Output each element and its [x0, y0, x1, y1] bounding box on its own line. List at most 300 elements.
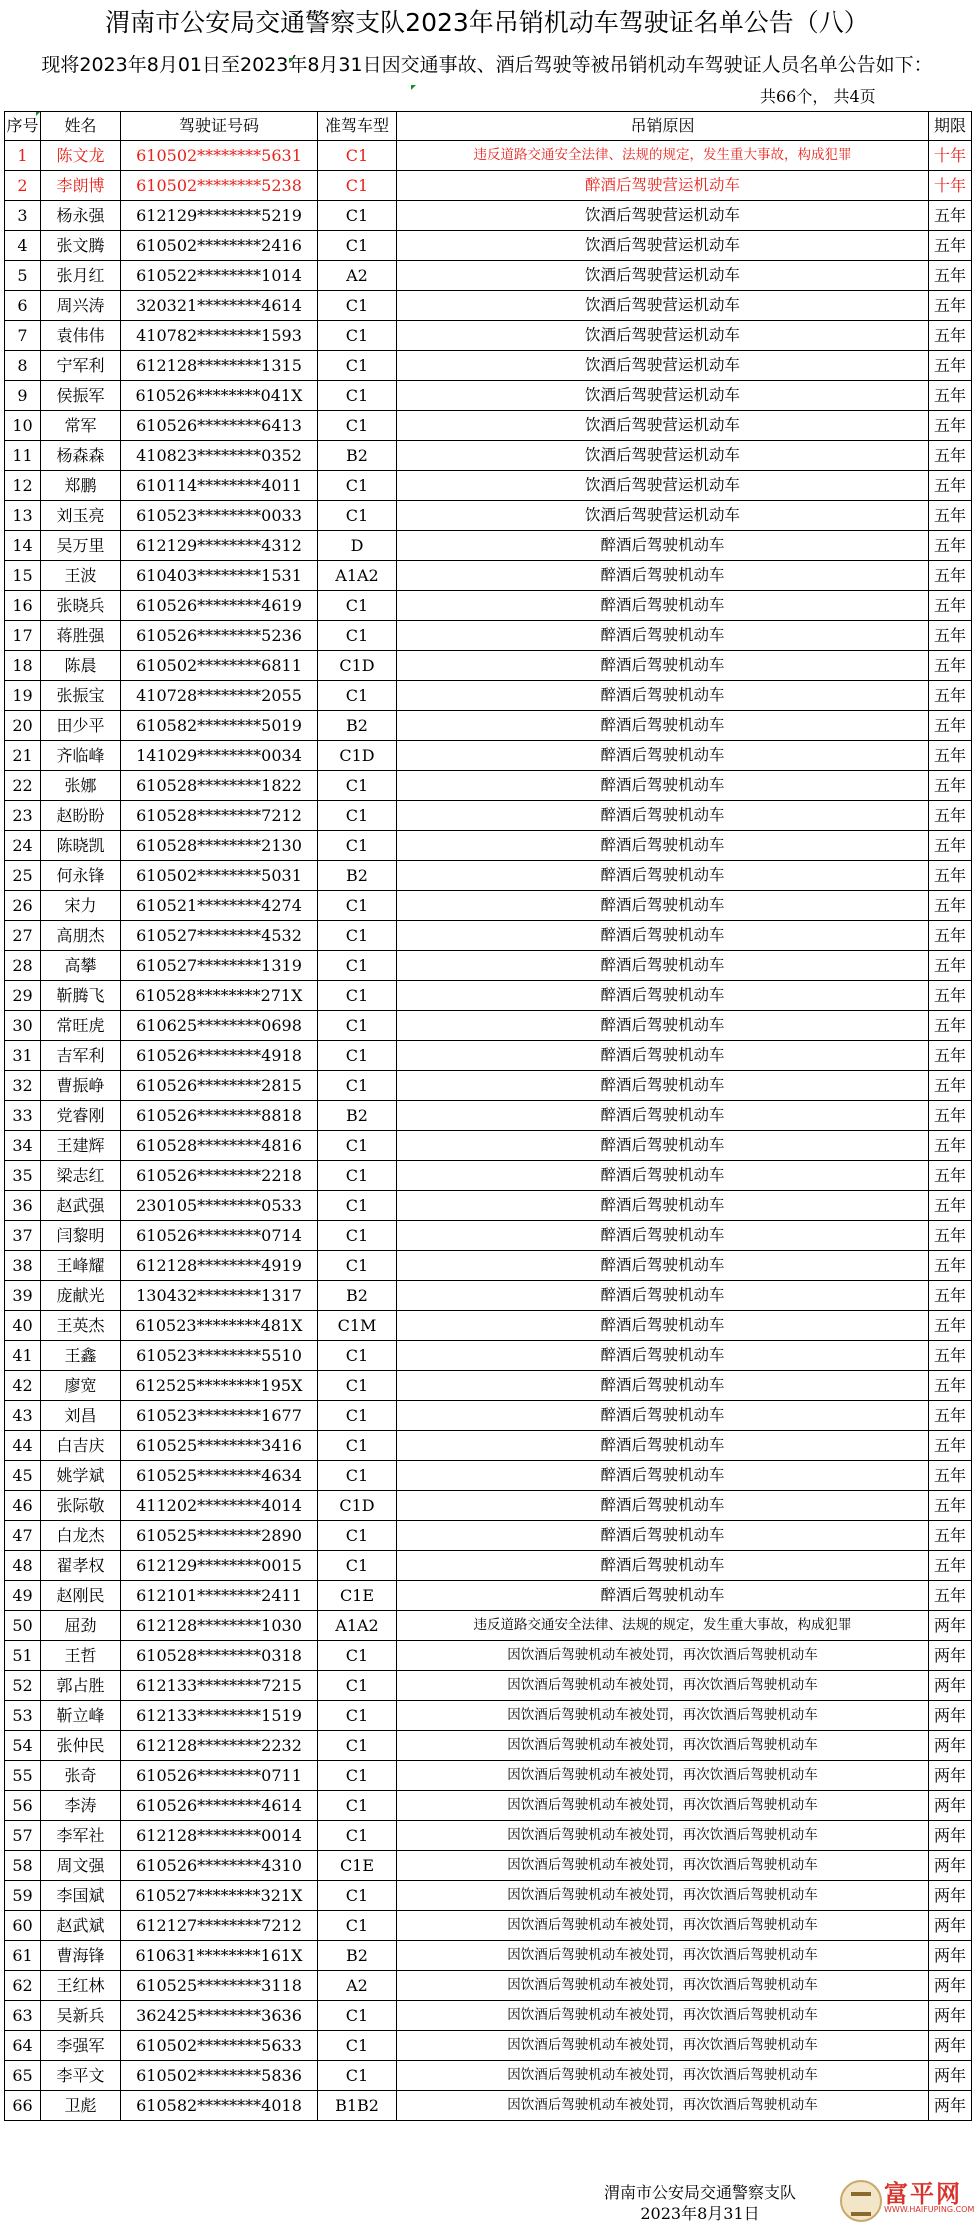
row-class: C1 — [318, 171, 397, 201]
table-row — [5, 1101, 972, 1131]
intro-text: 现将2023年8月01日至2023年8月31日因交通事故、酒后驾驶等被吊销机动车驾驶证人员名单公告如下： — [41, 54, 933, 76]
row-term: 两年 — [929, 2031, 972, 2061]
row-seq: 45 — [5, 1461, 41, 1491]
row-term: 五年 — [929, 1071, 972, 1101]
row-class: C1 — [318, 591, 397, 621]
row-reason: 醉酒后驾驶机动车 — [397, 1131, 929, 1161]
row-seq: 43 — [5, 1401, 41, 1431]
row-seq: 58 — [5, 1851, 41, 1881]
row-seq: 37 — [5, 1221, 41, 1251]
row-class: C1 — [318, 321, 397, 351]
row-license: 610527********1319 — [121, 951, 318, 981]
row-name: 靳腾飞 — [41, 981, 121, 1011]
row-class: C1 — [318, 1461, 397, 1491]
table-row — [5, 1761, 972, 1791]
table-row — [5, 411, 972, 441]
table-row — [5, 1311, 972, 1341]
row-term: 五年 — [929, 1131, 972, 1161]
revocation-table — [4, 111, 972, 2121]
row-name: 李军社 — [41, 1821, 121, 1851]
row-license: 612129********0015 — [121, 1551, 318, 1581]
row-term: 五年 — [929, 441, 972, 471]
row-class: A2 — [318, 261, 397, 291]
row-seq: 32 — [5, 1071, 41, 1101]
row-name: 李国斌 — [41, 1881, 121, 1911]
row-class: C1 — [318, 501, 397, 531]
row-seq: 1 — [5, 141, 41, 171]
row-name: 吴万里 — [41, 531, 121, 561]
row-class: C1E — [318, 1581, 397, 1611]
row-license: 612128********4919 — [121, 1251, 318, 1281]
row-class: D — [318, 531, 397, 561]
row-class: C1 — [318, 201, 397, 231]
table-row — [5, 951, 972, 981]
row-license: 610526********4918 — [121, 1041, 318, 1071]
row-reason: 饮酒后驾驶营运机动车 — [397, 321, 929, 351]
row-class: C1 — [318, 1161, 397, 1191]
row-class: B2 — [318, 1281, 397, 1311]
row-seq: 49 — [5, 1581, 41, 1611]
row-term: 两年 — [929, 1641, 972, 1671]
row-class: B2 — [318, 441, 397, 471]
row-class: C1 — [318, 2001, 397, 2031]
row-name: 赵盼盼 — [41, 801, 121, 831]
row-seq: 38 — [5, 1251, 41, 1281]
row-name: 陈文龙 — [41, 141, 121, 171]
row-name: 张文腾 — [41, 231, 121, 261]
row-license: 610527********321X — [121, 1881, 318, 1911]
row-class: C1 — [318, 2031, 397, 2061]
watermark-url: WWW.HAIFUPING.COM — [884, 2205, 974, 2214]
row-term: 十年 — [929, 141, 972, 171]
table-row — [5, 741, 972, 771]
row-seq: 21 — [5, 741, 41, 771]
row-seq: 31 — [5, 1041, 41, 1071]
row-reason: 醉酒后驾驶机动车 — [397, 591, 929, 621]
row-seq: 65 — [5, 2061, 41, 2091]
table-row — [5, 711, 972, 741]
row-reason: 饮酒后驾驶营运机动车 — [397, 441, 929, 471]
row-class: C1 — [318, 1671, 397, 1701]
row-license: 610582********4018 — [121, 2091, 318, 2121]
row-license: 610502********5238 — [121, 171, 318, 201]
row-name: 陈晓凯 — [41, 831, 121, 861]
row-name: 王建辉 — [41, 1131, 121, 1161]
table-row — [5, 1281, 972, 1311]
table-row — [5, 561, 972, 591]
row-term: 五年 — [929, 1581, 972, 1611]
row-class: C1 — [318, 351, 397, 381]
table-row — [5, 1941, 972, 1971]
row-class: C1D — [318, 651, 397, 681]
row-reason: 醉酒后驾驶机动车 — [397, 891, 929, 921]
table-row — [5, 291, 972, 321]
row-class: C1 — [318, 891, 397, 921]
row-license: 610502********5031 — [121, 861, 318, 891]
row-reason: 醉酒后驾驶机动车 — [397, 1461, 929, 1491]
row-name: 袁伟伟 — [41, 321, 121, 351]
table-row — [5, 981, 972, 1011]
row-class: B2 — [318, 1101, 397, 1131]
row-class: C1 — [318, 1401, 397, 1431]
row-term: 五年 — [929, 231, 972, 261]
table-row — [5, 501, 972, 531]
row-seq: 4 — [5, 231, 41, 261]
row-reason: 醉酒后驾驶机动车 — [397, 981, 929, 1011]
row-seq: 63 — [5, 2001, 41, 2031]
table-row — [5, 351, 972, 381]
table-row — [5, 1701, 972, 1731]
row-license: 612128********1315 — [121, 351, 318, 381]
row-seq: 48 — [5, 1551, 41, 1581]
row-class: C1 — [318, 1761, 397, 1791]
row-name: 郑鹏 — [41, 471, 121, 501]
row-name: 张晓兵 — [41, 591, 121, 621]
row-license: 610114********4011 — [121, 471, 318, 501]
row-term: 十年 — [929, 171, 972, 201]
row-reason: 醉酒后驾驶机动车 — [397, 1431, 929, 1461]
table-row — [5, 2031, 972, 2061]
table-row — [5, 1371, 972, 1401]
row-reason: 因饮酒后驾驶机动车被处罚，再次饮酒后驾驶机动车 — [397, 1731, 929, 1761]
row-name: 翟孝权 — [41, 1551, 121, 1581]
row-name: 周文强 — [41, 1851, 121, 1881]
row-reason: 醉酒后驾驶机动车 — [397, 1251, 929, 1281]
row-reason: 醉酒后驾驶机动车 — [397, 1011, 929, 1041]
row-reason: 醉酒后驾驶营运机动车 — [397, 171, 929, 201]
table-row — [5, 1611, 972, 1641]
row-term: 五年 — [929, 711, 972, 741]
row-class: C1 — [318, 1131, 397, 1161]
row-seq: 24 — [5, 831, 41, 861]
row-license: 610502********5631 — [121, 141, 318, 171]
row-class: A1A2 — [318, 561, 397, 591]
row-term: 两年 — [929, 1791, 972, 1821]
row-license: 320321********4614 — [121, 291, 318, 321]
table-row — [5, 591, 972, 621]
table-row — [5, 1851, 972, 1881]
row-license: 410728********2055 — [121, 681, 318, 711]
row-seq: 13 — [5, 501, 41, 531]
table-row — [5, 1641, 972, 1671]
row-name: 党睿刚 — [41, 1101, 121, 1131]
row-reason: 因饮酒后驾驶机动车被处罚，再次饮酒后驾驶机动车 — [397, 2031, 929, 2061]
row-license: 610528********271X — [121, 981, 318, 1011]
table-row — [5, 1521, 972, 1551]
table-row — [5, 621, 972, 651]
row-reason: 醉酒后驾驶机动车 — [397, 1101, 929, 1131]
row-license: 610527********4532 — [121, 921, 318, 951]
table-row — [5, 891, 972, 921]
row-license: 610528********2130 — [121, 831, 318, 861]
row-license: 610403********1531 — [121, 561, 318, 591]
table-row — [5, 1011, 972, 1041]
row-reason: 醉酒后驾驶机动车 — [397, 1491, 929, 1521]
row-term: 五年 — [929, 741, 972, 771]
table-row — [5, 1821, 972, 1851]
row-seq: 30 — [5, 1011, 41, 1041]
row-class: C1E — [318, 1851, 397, 1881]
row-license: 610528********0318 — [121, 1641, 318, 1671]
header-term: 期限 — [929, 112, 972, 141]
row-license: 610502********5836 — [121, 2061, 318, 2091]
row-reason: 因饮酒后驾驶机动车被处罚，再次饮酒后驾驶机动车 — [397, 2001, 929, 2031]
row-name: 陈晨 — [41, 651, 121, 681]
row-term: 五年 — [929, 1551, 972, 1581]
row-term: 五年 — [929, 651, 972, 681]
row-license: 610528********1822 — [121, 771, 318, 801]
row-reason: 醉酒后驾驶机动车 — [397, 1341, 929, 1371]
row-reason: 因饮酒后驾驶机动车被处罚，再次饮酒后驾驶机动车 — [397, 1761, 929, 1791]
table-row — [5, 1551, 972, 1581]
row-reason: 醉酒后驾驶机动车 — [397, 861, 929, 891]
row-reason: 因饮酒后驾驶机动车被处罚，再次饮酒后驾驶机动车 — [397, 1881, 929, 1911]
row-license: 610582********5019 — [121, 711, 318, 741]
row-term: 五年 — [929, 1491, 972, 1521]
table-row — [5, 2091, 972, 2121]
row-term: 五年 — [929, 351, 972, 381]
row-seq: 54 — [5, 1731, 41, 1761]
row-term: 五年 — [929, 1161, 972, 1191]
row-seq: 18 — [5, 651, 41, 681]
row-reason: 醉酒后驾驶机动车 — [397, 1221, 929, 1251]
row-license: 612525********195X — [121, 1371, 318, 1401]
row-name: 王红林 — [41, 1971, 121, 2001]
table-row — [5, 1041, 972, 1071]
row-license: 362425********3636 — [121, 2001, 318, 2031]
table-row — [5, 381, 972, 411]
row-reason: 因饮酒后驾驶机动车被处罚，再次饮酒后驾驶机动车 — [397, 2091, 929, 2121]
row-term: 五年 — [929, 771, 972, 801]
row-license: 610523********481X — [121, 1311, 318, 1341]
row-license: 610525********3416 — [121, 1431, 318, 1461]
row-seq: 33 — [5, 1101, 41, 1131]
row-class: C1 — [318, 1731, 397, 1761]
row-class: C1 — [318, 1371, 397, 1401]
row-name: 齐临峰 — [41, 741, 121, 771]
row-term: 两年 — [929, 1941, 972, 1971]
row-license: 610523********5510 — [121, 1341, 318, 1371]
row-name: 宁军利 — [41, 351, 121, 381]
row-license: 610521********4274 — [121, 891, 318, 921]
row-class: C1 — [318, 1251, 397, 1281]
row-term: 五年 — [929, 1011, 972, 1041]
row-class: C1 — [318, 1041, 397, 1071]
row-term: 五年 — [929, 891, 972, 921]
row-term: 五年 — [929, 801, 972, 831]
row-class: C1 — [318, 771, 397, 801]
table-row — [5, 861, 972, 891]
row-class: C1 — [318, 1071, 397, 1101]
row-term: 两年 — [929, 1671, 972, 1701]
row-seq: 29 — [5, 981, 41, 1011]
row-reason: 饮酒后驾驶营运机动车 — [397, 411, 929, 441]
cell-marker-icon — [289, 58, 294, 63]
table-row — [5, 1791, 972, 1821]
row-class: C1 — [318, 1221, 397, 1251]
row-term: 五年 — [929, 1371, 972, 1401]
row-term: 五年 — [929, 321, 972, 351]
row-license: 612128********1030 — [121, 1611, 318, 1641]
row-term: 五年 — [929, 261, 972, 291]
row-seq: 26 — [5, 891, 41, 921]
row-reason: 因饮酒后驾驶机动车被处罚，再次饮酒后驾驶机动车 — [397, 2061, 929, 2091]
row-class: C1 — [318, 291, 397, 321]
row-term: 两年 — [929, 1911, 972, 1941]
row-name: 王鑫 — [41, 1341, 121, 1371]
row-class: C1 — [318, 381, 397, 411]
table-row — [5, 1911, 972, 1941]
row-seq: 7 — [5, 321, 41, 351]
row-term: 两年 — [929, 2001, 972, 2031]
row-class: C1 — [318, 1641, 397, 1671]
row-license: 610525********3118 — [121, 1971, 318, 2001]
row-license: 612129********4312 — [121, 531, 318, 561]
header-name: 姓名 — [41, 112, 121, 141]
row-term: 五年 — [929, 1461, 972, 1491]
row-reason: 饮酒后驾驶营运机动车 — [397, 261, 929, 291]
row-reason: 醉酒后驾驶机动车 — [397, 651, 929, 681]
row-license: 610525********4634 — [121, 1461, 318, 1491]
row-license: 610526********4310 — [121, 1851, 318, 1881]
row-seq: 27 — [5, 921, 41, 951]
row-name: 张仲民 — [41, 1731, 121, 1761]
row-seq: 8 — [5, 351, 41, 381]
row-class: C1M — [318, 1311, 397, 1341]
row-class: C1 — [318, 1431, 397, 1461]
row-reason: 醉酒后驾驶机动车 — [397, 531, 929, 561]
row-license: 612128********0014 — [121, 1821, 318, 1851]
row-name: 侯振军 — [41, 381, 121, 411]
row-reason: 醉酒后驾驶机动车 — [397, 1191, 929, 1221]
table-row — [5, 261, 972, 291]
row-name: 张奇 — [41, 1761, 121, 1791]
row-reason: 醉酒后驾驶机动车 — [397, 1551, 929, 1581]
row-class: C1 — [318, 1701, 397, 1731]
row-class: C1 — [318, 141, 397, 171]
row-term: 五年 — [929, 531, 972, 561]
row-term: 两年 — [929, 2061, 972, 2091]
row-reason: 醉酒后驾驶机动车 — [397, 1281, 929, 1311]
table-row — [5, 1671, 972, 1701]
row-term: 五年 — [929, 1041, 972, 1071]
row-reason: 醉酒后驾驶机动车 — [397, 1371, 929, 1401]
row-name: 赵武强 — [41, 1191, 121, 1221]
row-name: 高攀 — [41, 951, 121, 981]
row-seq: 23 — [5, 801, 41, 831]
row-term: 五年 — [929, 1401, 972, 1431]
row-class: C1 — [318, 681, 397, 711]
row-class: B2 — [318, 711, 397, 741]
row-seq: 64 — [5, 2031, 41, 2061]
row-seq: 11 — [5, 441, 41, 471]
row-seq: 51 — [5, 1641, 41, 1671]
row-seq: 16 — [5, 591, 41, 621]
watermark — [840, 2172, 974, 2222]
row-class: B2 — [318, 861, 397, 891]
row-class: C1 — [318, 1911, 397, 1941]
row-seq: 14 — [5, 531, 41, 561]
table-row — [5, 2061, 972, 2091]
row-license: 610526********4619 — [121, 591, 318, 621]
row-license: 612101********2411 — [121, 1581, 318, 1611]
row-name: 王波 — [41, 561, 121, 591]
row-license: 610526********041X — [121, 381, 318, 411]
table-row — [5, 1071, 972, 1101]
row-reason: 饮酒后驾驶营运机动车 — [397, 501, 929, 531]
header-reason: 吊销原因 — [397, 112, 929, 141]
row-seq: 6 — [5, 291, 41, 321]
row-seq: 52 — [5, 1671, 41, 1701]
row-reason: 醉酒后驾驶机动车 — [397, 1521, 929, 1551]
row-term: 五年 — [929, 831, 972, 861]
row-license: 612133********1519 — [121, 1701, 318, 1731]
table-row — [5, 1161, 972, 1191]
row-name: 李平文 — [41, 2061, 121, 2091]
row-reason: 醉酒后驾驶机动车 — [397, 1161, 929, 1191]
row-term: 五年 — [929, 951, 972, 981]
table-row — [5, 681, 972, 711]
row-license: 610502********2416 — [121, 231, 318, 261]
row-name: 张振宝 — [41, 681, 121, 711]
row-license: 141029********0034 — [121, 741, 318, 771]
row-seq: 15 — [5, 561, 41, 591]
row-class: C1 — [318, 1821, 397, 1851]
row-class: C1 — [318, 411, 397, 441]
cell-marker-icon — [411, 85, 416, 90]
row-class: C1 — [318, 1521, 397, 1551]
row-name: 杨森森 — [41, 441, 121, 471]
table-row — [5, 1131, 972, 1161]
row-term: 五年 — [929, 621, 972, 651]
row-name: 刘玉亮 — [41, 501, 121, 531]
row-seq: 20 — [5, 711, 41, 741]
row-name: 庞献光 — [41, 1281, 121, 1311]
table-row — [5, 651, 972, 681]
row-name: 何永锋 — [41, 861, 121, 891]
page-title: 渭南市公安局交通警察支队2023年吊销机动车驾驶证名单公告（八） — [105, 8, 869, 37]
row-name: 赵武斌 — [41, 1911, 121, 1941]
row-name: 蒋胜强 — [41, 621, 121, 651]
row-term: 五年 — [929, 561, 972, 591]
row-reason: 饮酒后驾驶营运机动车 — [397, 201, 929, 231]
row-name: 卫彪 — [41, 2091, 121, 2121]
header-seq: 序号 — [5, 112, 41, 141]
row-seq: 19 — [5, 681, 41, 711]
row-license: 612129********5219 — [121, 201, 318, 231]
row-name: 宋力 — [41, 891, 121, 921]
row-name: 梁志红 — [41, 1161, 121, 1191]
row-term: 两年 — [929, 1701, 972, 1731]
row-reason: 醉酒后驾驶机动车 — [397, 711, 929, 741]
row-class: C1 — [318, 831, 397, 861]
row-license: 411202********4014 — [121, 1491, 318, 1521]
row-name: 吴新兵 — [41, 2001, 121, 2031]
row-name: 姚学斌 — [41, 1461, 121, 1491]
row-term: 两年 — [929, 2091, 972, 2121]
row-reason: 因饮酒后驾驶机动车被处罚，再次饮酒后驾驶机动车 — [397, 1851, 929, 1881]
row-reason: 饮酒后驾驶营运机动车 — [397, 471, 929, 501]
row-reason: 饮酒后驾驶营运机动车 — [397, 351, 929, 381]
row-seq: 47 — [5, 1521, 41, 1551]
row-class: C1 — [318, 1341, 397, 1371]
row-term: 五年 — [929, 1251, 972, 1281]
row-class: C1 — [318, 621, 397, 651]
row-name: 李朗博 — [41, 171, 121, 201]
table-body — [5, 141, 972, 2121]
row-reason: 醉酒后驾驶机动车 — [397, 771, 929, 801]
row-term: 五年 — [929, 861, 972, 891]
